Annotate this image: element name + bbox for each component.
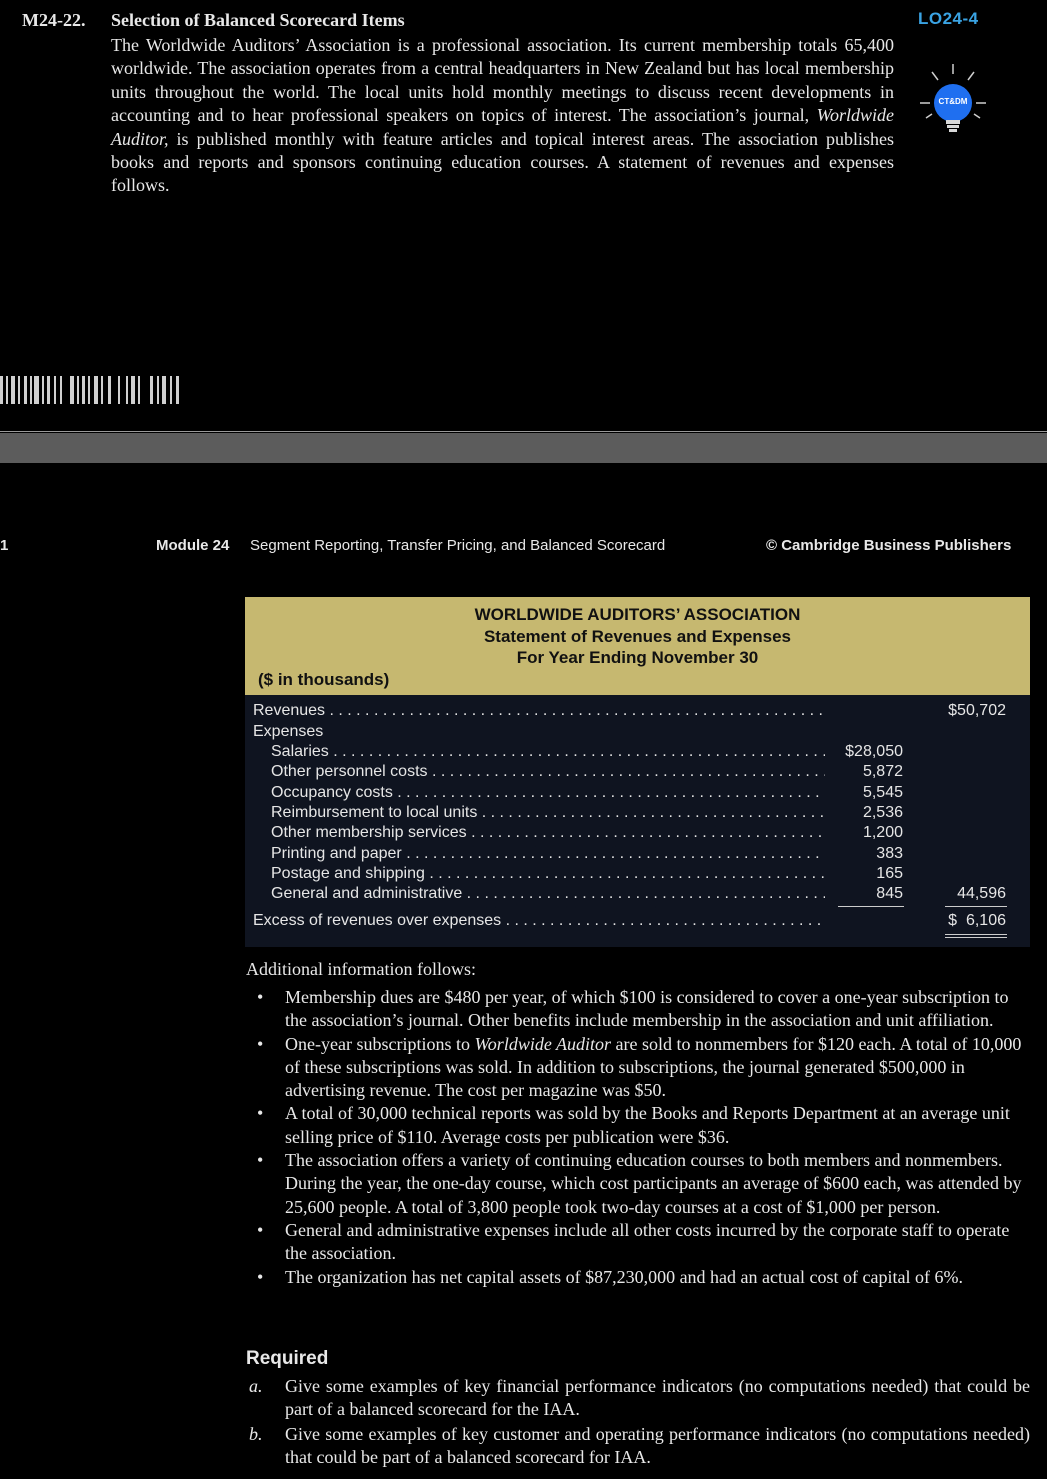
expense-value: 383 bbox=[876, 845, 903, 862]
learning-objective-tag: LO24-4 bbox=[918, 9, 979, 28]
table-row bbox=[245, 865, 1030, 885]
expense-value: 1,200 bbox=[862, 824, 903, 841]
statement-period: For Year Ending November 30 bbox=[516, 648, 759, 667]
expense-value: $28,050 bbox=[845, 743, 903, 760]
running-head-title: Segment Reporting, Transfer Pricing, and Balanced Scorecard bbox=[250, 537, 666, 554]
list-item: • The organization has net capital assets of $87,230,000 and had an actual cost of capital of 6%. bbox=[257, 1266, 1027, 1289]
table-row bbox=[245, 743, 1030, 763]
list-item: • General and administrative expenses include all other costs incurred by the corporate staff to operate the association. bbox=[257, 1219, 1010, 1264]
bullet-icon: • bbox=[257, 1033, 264, 1054]
item-text: Give some examples of key customer and operating performance indicators (no computations needed) that could be part of a balanced scorecard for IAA. bbox=[285, 1423, 1030, 1468]
publisher-credit: © Cambridge Business Publishers bbox=[766, 537, 1012, 554]
list-item: • The association offers a variety of continuing education courses to both members and nonmembers. During the year, the one-day course, which cost participants an average of $600 each, was attended by 25,600 people. A total of 3,800 people took two-day courses at a cost of $1,000 per person. bbox=[257, 1150, 1022, 1217]
expense-label: Other membership services . . . bbox=[271, 824, 825, 842]
expense-value: 2,536 bbox=[862, 804, 903, 821]
item-letter: a. bbox=[249, 1376, 263, 1396]
list-item bbox=[246, 1375, 1030, 1422]
page-gap bbox=[0, 433, 1047, 463]
statement-units: ($ in thousands) bbox=[258, 670, 390, 689]
list-item: • One-year subscriptions to Worldwide Auditor are sold to nonmembers for $120 each. A total of 10,000 of these subscriptions was sold. In addition to subscriptions, the journal generated $500,000 in advertising revenue. The cost per magazine was $50. bbox=[257, 1033, 1022, 1101]
expense-value: 165 bbox=[876, 865, 903, 882]
table-row bbox=[245, 784, 1030, 804]
expense-label: Occupancy costs . . . bbox=[271, 784, 825, 802]
revenues-label: Revenues . . . bbox=[253, 702, 825, 720]
expense-label: Salaries . . . bbox=[271, 743, 825, 761]
required-heading: Required bbox=[246, 1348, 329, 1369]
list-item: • Membership dues are $480 per year, of which $100 is considered to cover a one-year subscription to the association’s journal. Other benefits include membership in the association and unit affiliation. bbox=[257, 987, 1009, 1031]
page-divider-line bbox=[0, 431, 1047, 432]
table-row bbox=[245, 824, 1030, 844]
table-row bbox=[245, 885, 1030, 905]
total-expenses-value: 44,596 bbox=[957, 885, 1006, 902]
double-rule-bottom bbox=[945, 937, 1007, 938]
excess-value: $ 6,106 bbox=[948, 912, 1006, 929]
table-row bbox=[245, 763, 1030, 783]
lightbulb-icon bbox=[918, 62, 988, 140]
expense-label: Postage and shipping . . . bbox=[271, 865, 825, 883]
bullet-icon: • bbox=[257, 987, 264, 1007]
running-head-module: Module 24 bbox=[156, 537, 230, 554]
list-item: • A total of 30,000 technical reports was sold by the Books and Reports Department at an average unit selling price of $110. Average costs per publication were $36. bbox=[257, 1103, 1010, 1147]
subtotal-rule bbox=[838, 906, 904, 907]
bullet-icon: • bbox=[257, 1103, 264, 1124]
item-text: Give some examples of key financial performance indicators (no computations needed) that could be part of a balanced scorecard for the IAA. bbox=[285, 1376, 1030, 1420]
revenues-value: $50,702 bbox=[948, 702, 1006, 719]
additional-info-intro: Additional information follows: bbox=[246, 959, 476, 979]
expenses-label: Expenses bbox=[253, 723, 324, 740]
problem-number: M24-22. bbox=[22, 10, 86, 30]
table-row bbox=[245, 845, 1030, 865]
bullet-icon: • bbox=[257, 1266, 264, 1287]
excess-row bbox=[245, 912, 1030, 932]
ctdm-badge-label: CT&DM bbox=[938, 97, 968, 106]
expense-label: Other personnel costs . . . bbox=[271, 763, 825, 781]
expense-label: Reimbursement to local units . . . bbox=[271, 804, 825, 822]
expense-value: 5,872 bbox=[862, 763, 903, 780]
expenses-heading-row bbox=[245, 723, 1030, 743]
bullet-icon: • bbox=[257, 1150, 264, 1171]
list-item bbox=[246, 1423, 1030, 1470]
bullet-icon: • bbox=[257, 1219, 264, 1240]
barcode-strip bbox=[0, 376, 185, 404]
additional-info-list bbox=[257, 986, 1027, 1289]
problem-title: Selection of Balanced Scorecard Items bbox=[111, 10, 405, 30]
expense-value: 5,545 bbox=[862, 784, 903, 801]
statement-title: Statement of Revenues and Expenses bbox=[483, 627, 792, 646]
required-list bbox=[246, 1375, 1030, 1471]
statement-header bbox=[245, 597, 1030, 695]
statement-body bbox=[245, 695, 1030, 947]
revenues-row bbox=[245, 702, 1030, 722]
double-rule-top bbox=[945, 934, 1007, 935]
item-letter: b. bbox=[249, 1423, 263, 1444]
expense-value: 845 bbox=[876, 885, 903, 902]
total-rule bbox=[945, 906, 1007, 907]
expense-label: General and administrative . . . bbox=[271, 885, 825, 903]
expense-label: Printing and paper . . . bbox=[271, 845, 825, 863]
statement-org: WORLDWIDE AUDITORS’ ASSOCIATION bbox=[474, 605, 801, 624]
excess-label: Excess of revenues over expenses . . . bbox=[253, 912, 825, 930]
intro-paragraph: The Worldwide Auditors’ Association is a professional association. Its current membership totals 65,400 worldwide. The association operates from a central headquarters in New Zealand but has local membership units throughout the world. The local units hold monthly meetings to discuss recent developments in accounting and to hear professional speakers on topics of interest. The association’s journal, Worldwide Auditor, is published monthly with feature articles and topical interest areas. The association publishes books and reports and sponsors continuing education courses. A statement of revenues and expenses follows. bbox=[111, 35, 894, 196]
page-number: 1 bbox=[0, 537, 9, 554]
table-row bbox=[245, 804, 1030, 824]
